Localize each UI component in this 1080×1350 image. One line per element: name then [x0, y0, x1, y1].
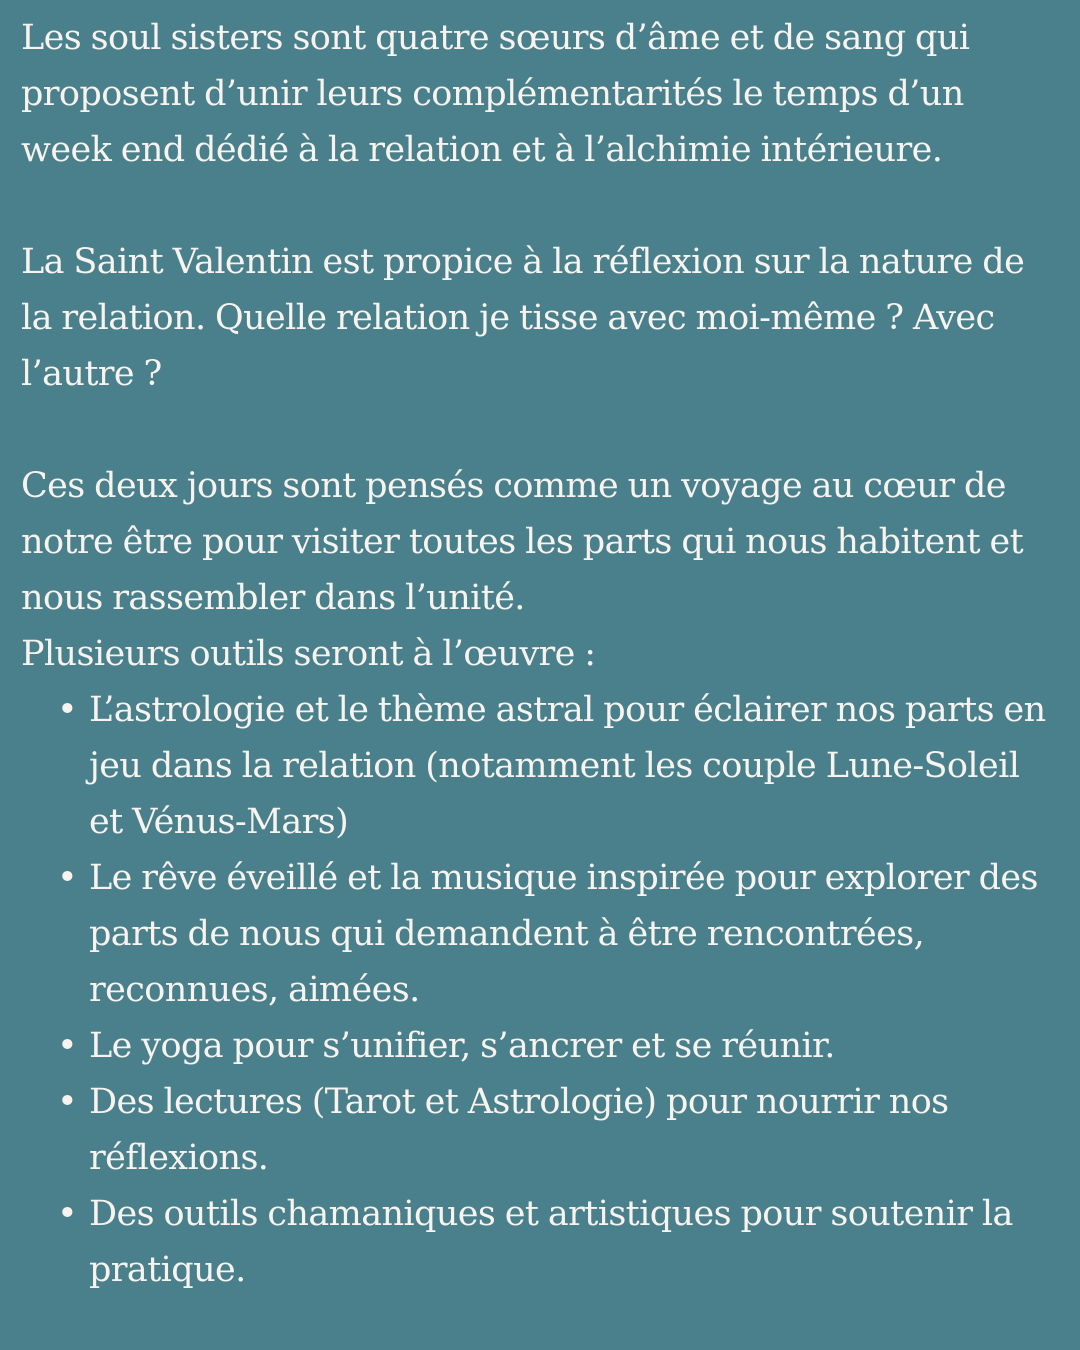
tools-intro: Plusieurs outils seront à l’œuvre : — [21, 634, 596, 674]
tools-list — [21, 682, 1060, 1298]
paragraph-spacer — [21, 402, 1060, 458]
intro-paragraph: Les soul sisters sont quatre sœurs d’âme et de sang qui proposent d’unir leurs complémentarités le temps d’un week end dédié à la relation et à l’alchimie intérieure. — [21, 18, 970, 170]
list-item — [21, 850, 1060, 1018]
list-item — [21, 1018, 1060, 1074]
journey-paragraph: Ces deux jours sont pensés comme un voyage au cœur de notre être pour visiter toutes les parts qui nous habitent et nous rassembler dans l’unité. — [21, 466, 1024, 618]
bullet-icon: • — [57, 690, 78, 730]
paragraph-spacer — [21, 178, 1060, 234]
tool-text: Des outils chamaniques et artistiques pour soutenir la pratique. — [89, 1194, 1013, 1290]
bullet-icon: • — [57, 858, 78, 898]
bullet-icon: • — [57, 1194, 78, 1234]
tool-text: L’astrologie et le thème astral pour éclairer nos parts en jeu dans la relation (notamment les couple Lune-Soleil et Vénus-Mars) — [89, 690, 1046, 842]
bullet-icon: • — [57, 1082, 78, 1122]
tool-text: Le rêve éveillé et la musique inspirée pour explorer des parts de nous qui demandent à être rencontrées, reconnues, aimées. — [89, 858, 1038, 1010]
bullet-icon: • — [57, 1026, 78, 1066]
valentine-paragraph: La Saint Valentin est propice à la réflexion sur la nature de la relation. Quelle relation je tisse avec moi-même ? Avec l’autre ? — [21, 242, 1025, 394]
tool-text: Le yoga pour s’unifier, s’ancrer et se réunir. — [89, 1026, 835, 1066]
list-item — [21, 1074, 1060, 1186]
tool-text: Des lectures (Tarot et Astrologie) pour nourrir nos réflexions. — [89, 1082, 949, 1178]
list-item — [21, 1186, 1060, 1298]
list-item — [21, 682, 1060, 850]
